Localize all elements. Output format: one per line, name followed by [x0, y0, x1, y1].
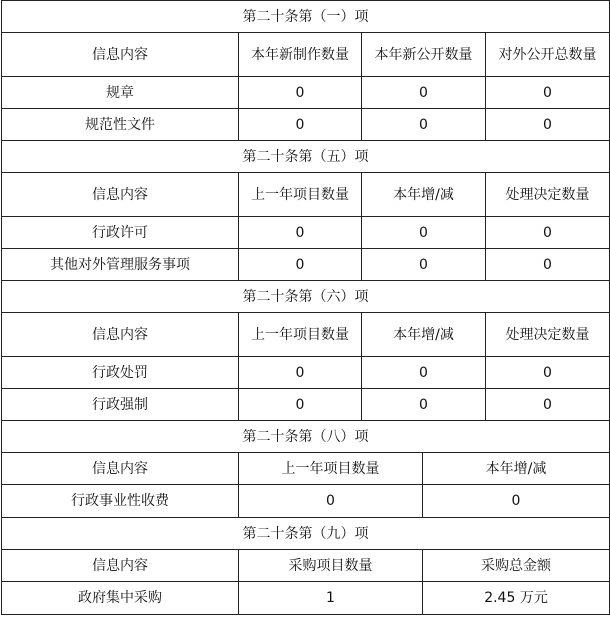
header-cell: 本年新制作数量 — [239, 33, 362, 77]
table-cell: 0 — [362, 249, 486, 281]
table-row — [2, 217, 610, 249]
header-row — [2, 33, 610, 77]
section-title: 第二十条第（五）项 — [2, 141, 610, 173]
table-cell: 0 — [486, 357, 610, 389]
table-cell: 0 — [239, 109, 362, 141]
header-row — [2, 173, 610, 217]
table-cell: 0 — [362, 109, 486, 141]
table-row — [2, 389, 610, 421]
table-row — [2, 249, 610, 281]
section-title-row — [2, 141, 610, 173]
table-row — [2, 357, 610, 389]
table-cell: 0 — [486, 109, 610, 141]
header-cell: 本年新公开数量 — [362, 33, 486, 77]
table-cell: 0 — [486, 77, 610, 109]
header-cell: 本年增/减 — [362, 313, 486, 357]
row-label: 行政处罚 — [2, 357, 239, 389]
table-cell: 0 — [362, 77, 486, 109]
table-row — [2, 485, 610, 518]
table-cell: 0 — [362, 217, 486, 249]
section-title: 第二十条第（一）项 — [2, 1, 610, 33]
table-cell: 0 — [362, 389, 486, 421]
table-cell: 0 — [423, 485, 610, 518]
header-cell: 本年增/减 — [423, 453, 610, 485]
row-label: 行政强制 — [2, 389, 239, 421]
section-title: 第二十条第（九）项 — [2, 518, 610, 550]
row-label: 规范性文件 — [2, 109, 239, 141]
table-row — [2, 77, 610, 109]
header-cell: 上一年项目数量 — [239, 453, 423, 485]
row-label: 行政事业性收费 — [2, 485, 239, 518]
table-cell: 0 — [239, 485, 423, 518]
row-label: 其他对外管理服务事项 — [2, 249, 239, 281]
table-cell: 0 — [239, 357, 362, 389]
table-cell: 0 — [239, 389, 362, 421]
section-title-row — [2, 518, 610, 550]
header-cell: 信息内容 — [2, 313, 239, 357]
table-row — [2, 109, 610, 141]
header-cell: 处理决定数量 — [486, 313, 610, 357]
header-cell: 信息内容 — [2, 33, 239, 77]
header-cell: 信息内容 — [2, 550, 239, 582]
table-cell: 1 — [239, 582, 423, 615]
table-cell: 0 — [486, 217, 610, 249]
header-cell: 采购项目数量 — [239, 550, 423, 582]
header-row — [2, 550, 610, 582]
section-title-row — [2, 281, 610, 313]
header-cell: 上一年项目数量 — [239, 313, 362, 357]
row-label: 政府集中采购 — [2, 582, 239, 615]
section-title: 第二十条第（六）项 — [2, 281, 610, 313]
header-row — [2, 313, 610, 357]
table-cell: 0 — [486, 389, 610, 421]
table-cell: 0 — [362, 357, 486, 389]
header-cell: 本年增/减 — [362, 173, 486, 217]
table-cell: 0 — [239, 77, 362, 109]
header-cell: 采购总金额 — [423, 550, 610, 582]
header-cell: 信息内容 — [2, 453, 239, 485]
row-label: 行政许可 — [2, 217, 239, 249]
section-title-row — [2, 421, 610, 453]
table-cell: 0 — [486, 249, 610, 281]
table-cell: 2.45 万元 — [423, 582, 610, 615]
header-cell: 信息内容 — [2, 173, 239, 217]
header-cell: 对外公开总数量 — [486, 33, 610, 77]
table-cell: 0 — [239, 249, 362, 281]
header-cell: 上一年项目数量 — [239, 173, 362, 217]
header-cell: 处理决定数量 — [486, 173, 610, 217]
row-label: 规章 — [2, 77, 239, 109]
section-title-row — [2, 1, 610, 33]
disclosure-table — [1, 0, 610, 615]
table-row — [2, 582, 610, 615]
table-cell: 0 — [239, 217, 362, 249]
section-title: 第二十条第（八）项 — [2, 421, 610, 453]
header-row — [2, 453, 610, 485]
